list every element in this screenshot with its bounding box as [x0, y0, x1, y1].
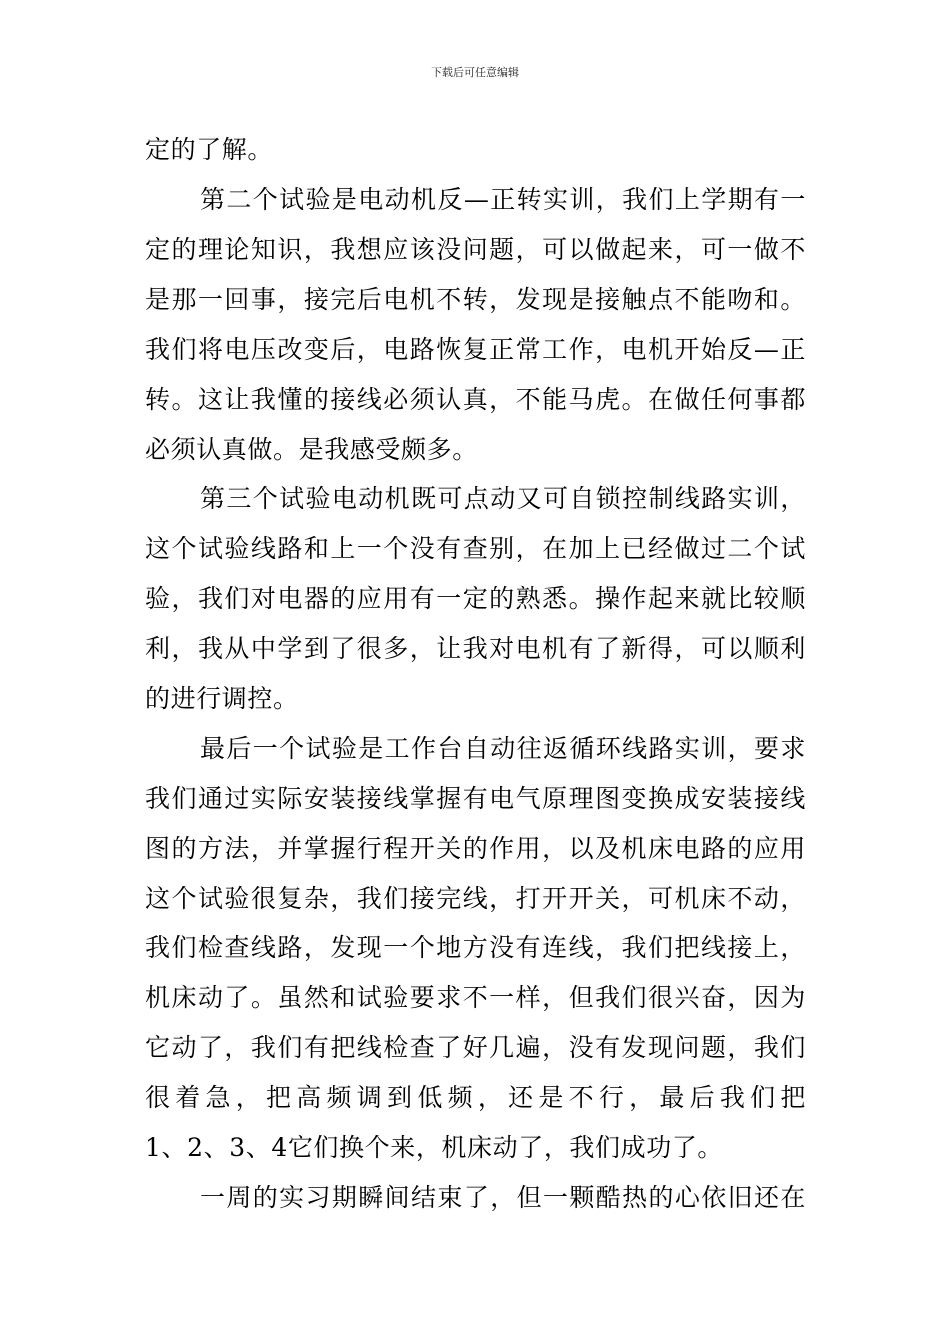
- text-line: 我们将电压改变后，电路恢复正常工作，电机开始反—正: [145, 335, 806, 364]
- paragraph-first-line: 最后一个试验是工作台自动往返循环线路实训，要求: [200, 734, 806, 763]
- text-line: 机床动了。虽然和试验要求不一样，但我们很兴奋，因为: [145, 983, 806, 1012]
- text-line: 很着急，把高频调到低频，还是不行，最后我们把: [145, 1083, 806, 1112]
- text-line: 利，我从中学到了很多，让我对电机有了新得，可以顺利: [145, 634, 806, 663]
- paragraph-first-line: 一周的实习期瞬间结束了，但一颗酷热的心依旧还在: [200, 1183, 806, 1212]
- text-line: 是那一回事，接完后电机不转，发现是接触点不能吻和。: [145, 285, 806, 314]
- text-line: 转。这让我懂的接线必须认真，不能马虎。在做任何事都: [145, 385, 806, 414]
- text-line: 图的方法，并掌握行程开关的作用，以及机床电路的应用: [145, 834, 806, 863]
- text-line: 我们通过实际安装接线掌握有电气原理图变换成安装接线: [145, 784, 806, 813]
- paragraph-first-line: 第二个试验是电动机反—正转实训，我们上学期有一: [200, 185, 806, 214]
- text-line: 定的了解。: [145, 135, 274, 164]
- paragraph-first-line: 第三个试验电动机既可点动又可自锁控制线路实训，: [200, 484, 806, 513]
- text-line: 这个试验线路和上一个没有查别，在加上已经做过二个试: [145, 534, 806, 563]
- text-line: 定的理论知识，我想应该没问题，可以做起来，可一做不: [145, 235, 806, 264]
- text-line: 的进行调控。: [145, 684, 299, 713]
- text-line: 我们检查线路，发现一个地方没有连线，我们把线接上，: [145, 933, 806, 962]
- text-line: 必须认真做。是我感受颇多。: [145, 435, 478, 464]
- text-line: 1、2、3、4它们换个来，机床动了，我们成功了。: [145, 1133, 724, 1162]
- text-line: 验，我们对电器的应用有一定的熟悉。操作起来就比较顺: [145, 584, 806, 613]
- text-line: 它动了，我们有把线检查了好几遍，没有发现问题，我们: [145, 1033, 806, 1062]
- page-header: 下载后可任意编辑: [431, 66, 519, 79]
- text-line: 这个试验很复杂，我们接完线，打开开关，可机床不动，: [145, 884, 806, 913]
